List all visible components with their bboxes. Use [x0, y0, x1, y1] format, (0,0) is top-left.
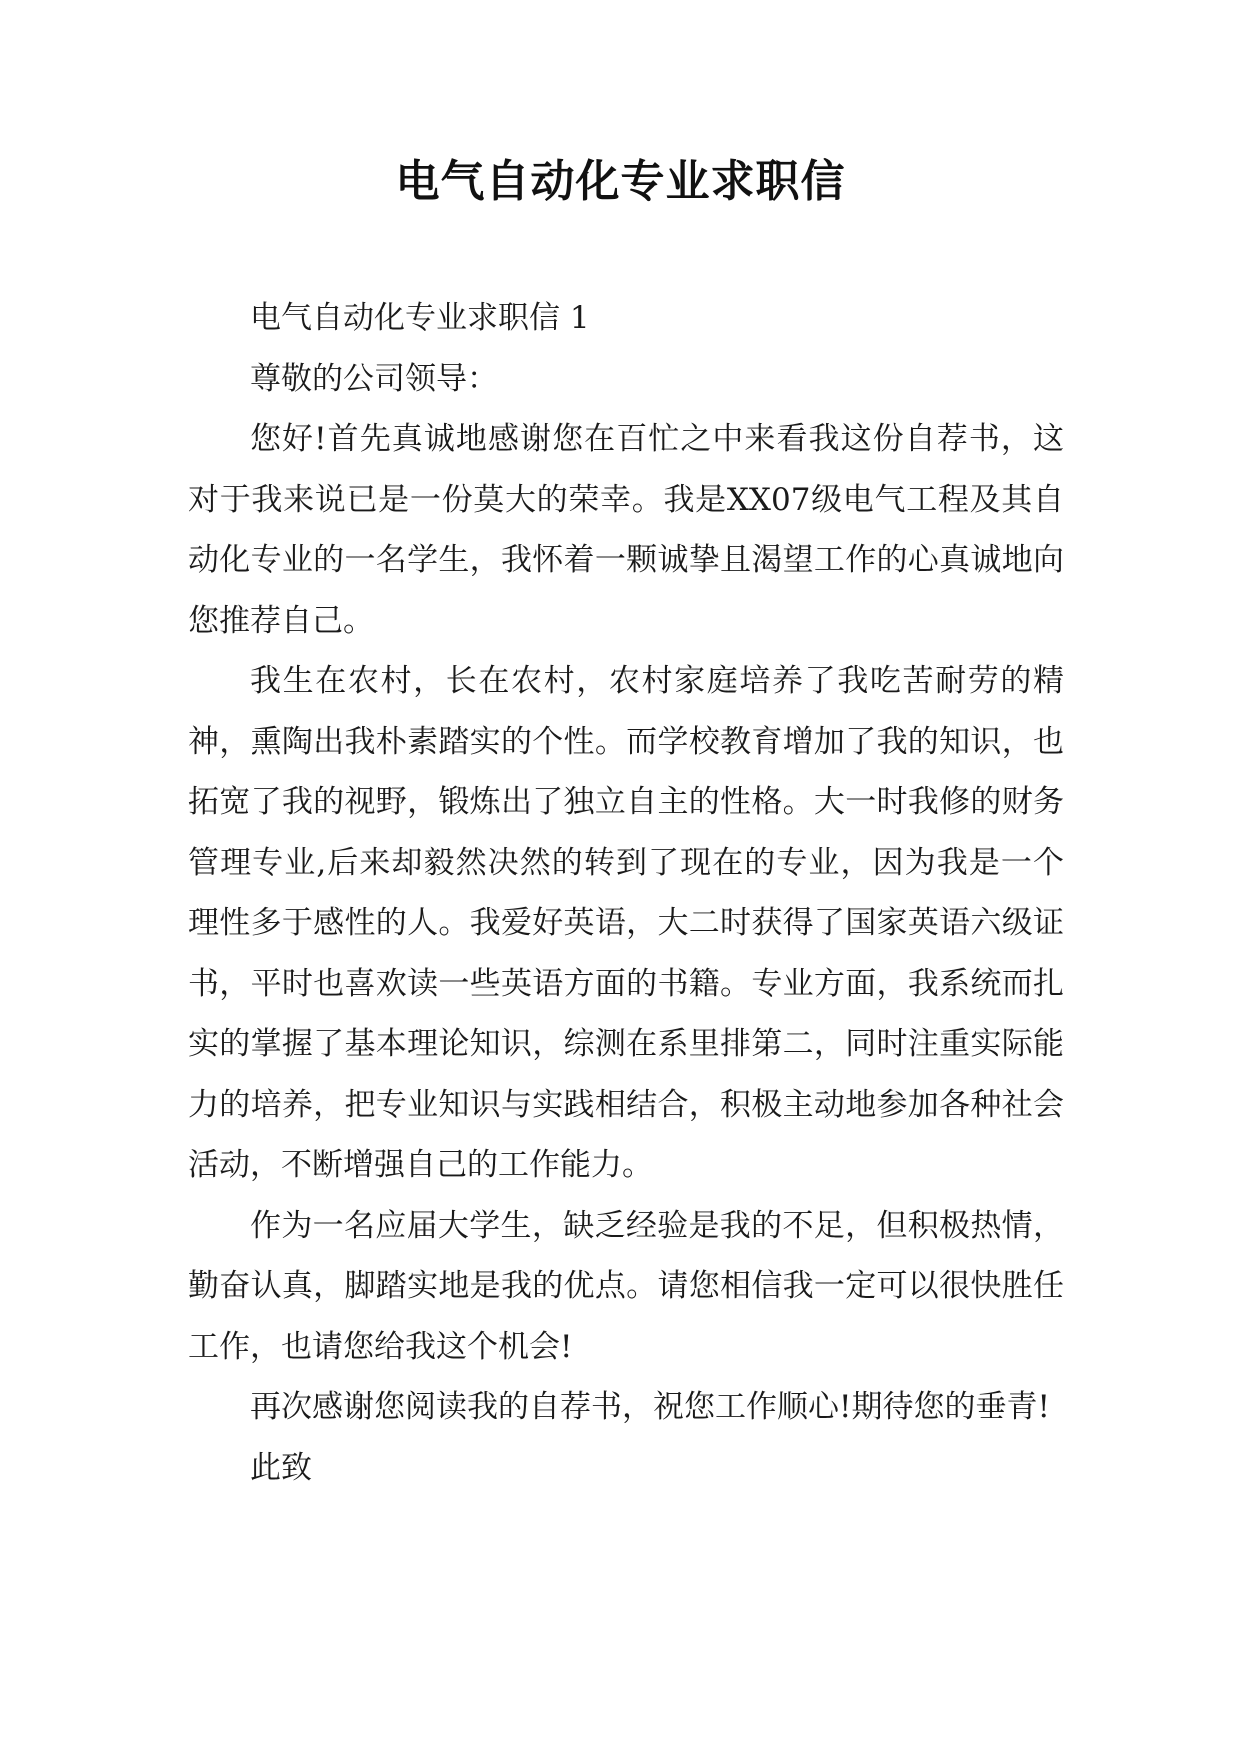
- letter-body: [188, 288, 1064, 1498]
- letter-paragraph: 作为一名应届大学生，缺乏经验是我的不足，但积极热情，勤奋认真，脚踏实地是我的优点。请您相信我一定可以很快胜任工作，也请您给我这个机会!: [188, 1207, 1064, 1365]
- letter-subtitle: 电气自动化专业求职信 1: [250, 300, 590, 336]
- letter-closing: 此致: [250, 1449, 312, 1486]
- page-title: 电气自动化专业求职信: [395, 156, 846, 207]
- letter-paragraph: 再次感谢您阅读我的自荐书，祝您工作顺心!期待您的垂青!: [250, 1389, 1050, 1425]
- letter-paragraph: 您好!首先真诚地感谢您在百忙之中来看我这份自荐书，这对于我来说已是一份莫大的荣幸。我是XX07级电气工程及其自动化专业的一名学生，我怀着一颗诚挚且渴望工作的心真诚地向您推荐自己。: [188, 421, 1064, 639]
- letter-paragraph: 我生在农村，长在农村，农村家庭培养了我吃苦耐劳的精神，熏陶出我朴素踏实的个性。而学校教育增加了我的知识，也拓宽了我的视野，锻炼出了独立自主的性格。大一时我修的财务管理专业,后来却毅然决然的转到了现在的专业，因为我是一个理性多于感性的人。我爱好英语，大二时获得了国家英语六级证书，平时也喜欢读一些英语方面的书籍。专业方面，我系统而扎实的掌握了基本理论知识，综测在系里排第二，同时注重实际能力的培养，把专业知识与实践相结合，积极主动地参加各种社会活动，不断增强自己的工作能力。: [188, 663, 1064, 1183]
- letter-salutation: 尊敬的公司领导：: [250, 360, 498, 397]
